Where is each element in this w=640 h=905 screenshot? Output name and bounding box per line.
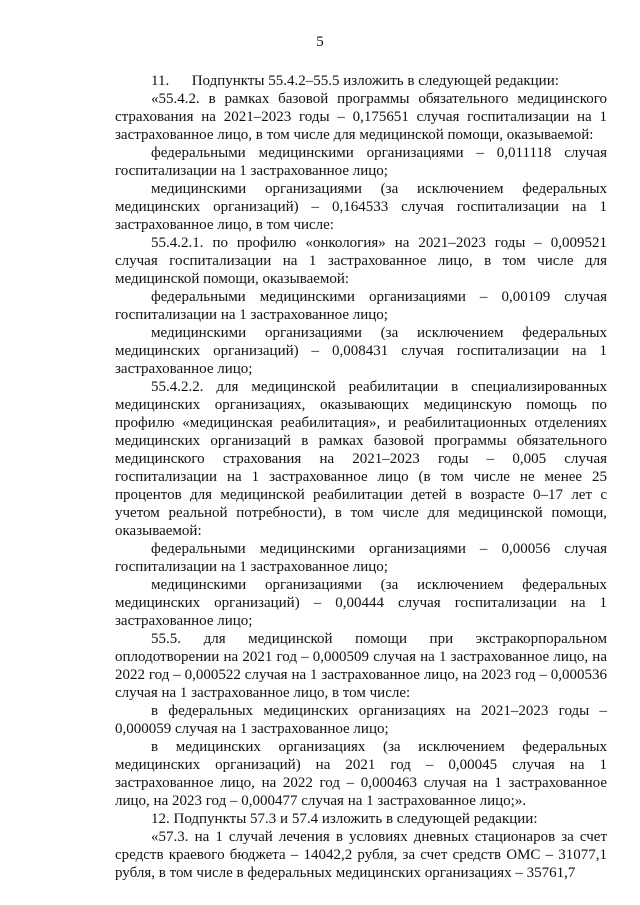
paragraph: 55.4.2.1. по профилю «онкология» на 2021–2023 годы – 0,009521 случая госпитализации на 1 застрахованное лицо, в том числе для медицинской помощи, оказываемой: <box>115 235 607 287</box>
paragraph: 55.4.2.2. для медицинской реабилитации в специализированных медицинских организациях, оказывающих медицинскую помощь по профилю «медицинская реабилитация», и реабилитационных отделениях медицинских организаций в рамках базовой программы обязательного медицинского страхования на 2021–2023 годы – 0,005 случая госпитализации на 1 застрахованное лицо (в том числе не менее 25 процентов для медицинской реабилитации детей в возрасте 0–17 лет с учетом реальной потребности), в том числе для медицинской помощи, оказываемой: <box>115 379 607 539</box>
paragraph: федеральными медицинскими организациями – 0,00056 случая госпитализации на 1 застрахованное лицо; <box>115 541 607 575</box>
paragraph: медицинскими организациями (за исключением федеральных медицинских организаций) – 0,164533 случая госпитализации на 1 застрахованное лицо, в том числе: <box>115 181 607 233</box>
document-body <box>115 72 607 882</box>
paragraph: федеральными медицинскими организациями – 0,00109 случая госпитализации на 1 застрахованное лицо; <box>115 289 607 323</box>
paragraph: 55.5. для медицинской помощи при экстракорпоральном оплодотворении на 2021 год – 0,000509 случая на 1 застрахованное лицо, на 2022 год – 0,000522 случая на 1 застрахованное лицо, на 2023 год – 0,000536 случая на 1 застрахованное лицо, в том числе: <box>115 631 607 701</box>
paragraph: федеральными медицинскими организациями – 0,011118 случая госпитализации на 1 застрахованное лицо; <box>115 145 607 179</box>
paragraph: «55.4.2. в рамках базовой программы обязательного медицинского страхования на 2021–2023 годы – 0,175651 случая госпитализации на 1 застрахованное лицо, в том числе для медицинской помощи, оказываемой: <box>115 91 607 143</box>
paragraph: «57.3. на 1 случай лечения в условиях дневных стационаров за счет средств краевого бюджета – 14042,2 рубля, за счет средств ОМС – 31077,1 рубля, в том числе в федеральных медицинских организациях – 35761,7 <box>115 829 607 881</box>
page-number: 5 <box>316 34 324 50</box>
paragraph: в медицинских организациях (за исключением федеральных медицинских организаций) на 2021 год – 0,00045 случая на 1 застрахованное лицо, на 2022 год – 0,000463 случая на 1 застрахованное лицо, на 2023 год – 0,000477 случая на 1 застрахованное лицо;». <box>115 739 607 809</box>
paragraph: 11. Подпункты 55.4.2–55.5 изложить в следующей редакции: <box>151 73 559 89</box>
paragraph: медицинскими организациями (за исключением федеральных медицинских организаций) – 0,00444 случая госпитализации на 1 застрахованное лицо; <box>115 577 607 629</box>
paragraph: в федеральных медицинских организациях на 2021–2023 годы – 0,000059 случая на 1 застрахованное лицо; <box>115 703 607 737</box>
paragraph: 12. Подпункты 57.3 и 57.4 изложить в следующей редакции: <box>151 811 538 827</box>
paragraph: медицинскими организациями (за исключением федеральных медицинских организаций) – 0,008431 случая госпитализации на 1 застрахованное лицо; <box>115 325 607 377</box>
